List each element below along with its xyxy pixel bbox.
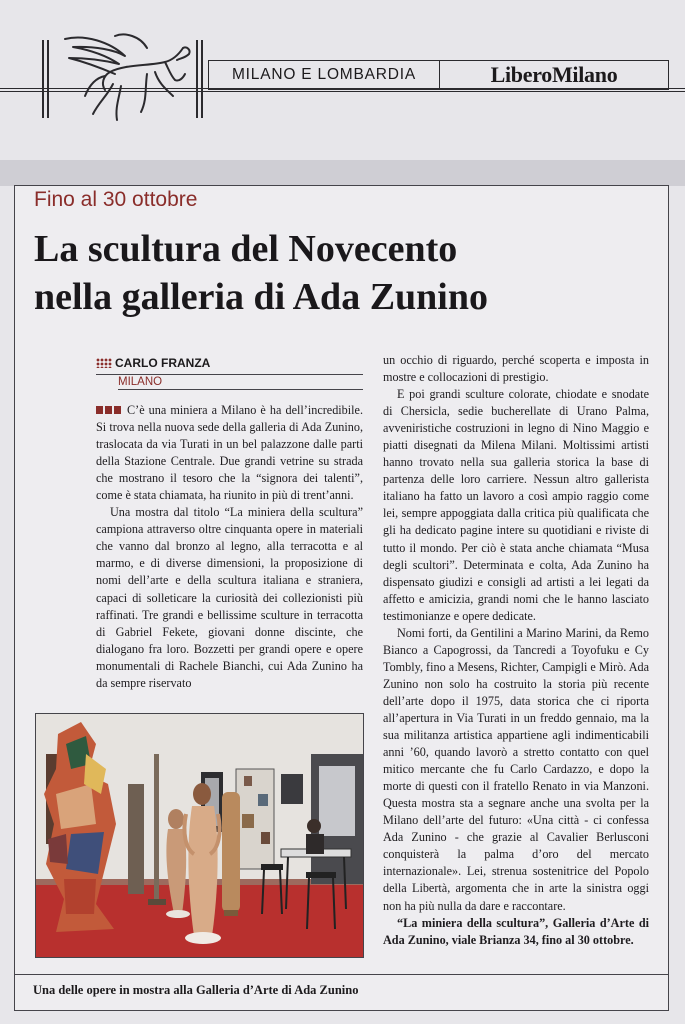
- byline: [96, 354, 363, 390]
- paragraph: [96, 402, 363, 504]
- title-line-2: nella galleria di Ada Zunino: [34, 276, 488, 318]
- byline-rule: [118, 389, 363, 390]
- caption-rule: [14, 974, 669, 975]
- exhibition-credit: “La miniera della scultura”, Galleria d’Arte di Ada Zunino, viale Brianza 34, fino al 30 ottobre.: [383, 915, 649, 947]
- brand-name: [440, 60, 669, 90]
- article-column-2: [383, 352, 649, 949]
- pegasus-logo-icon: [55, 14, 195, 124]
- paragraph-text: C’è una miniera a Milano è ha dell’incredibile. Si trova nella nuova sede della galleria di Ada Zunino, traslocata da via Turati in un bel palazzone dalle parti della Stazione Centrale. Due grandi vetrine su strada che mostrano il tesoro che la “signora dei talenti”, come è stata chiamata, ha riunito in più di trent’anni.: [96, 403, 363, 503]
- dateline-city: MILANO: [118, 376, 163, 388]
- masthead-divider: [42, 40, 44, 118]
- article-title: [34, 225, 654, 321]
- paragraph: un occhio di riguardo, perché scoperta e imposta in mostre e collocazioni di prestigio.: [383, 353, 649, 385]
- top-band: [0, 160, 685, 186]
- brand-rest: iberoMilano: [504, 62, 618, 87]
- gallery-photo: [35, 713, 364, 958]
- paragraph: Nomi forti, da Gentilini a Marino Marini, da Remo Bianco a Capogrossi, da Tancredi a Toyofuku e Cy Tombly, fino a Mesens, Richter, Campigli e Mirò. Ada Zunino non solo ha costruito la storia più recente dell’arte dopo il 1975, data storica che ci riporta all’apertura in Via Turati in un freddo gennaio, ma la sua militanza artistica appartiene agli indimenticabili anni ’60, quando lavorò a stretto contatto con quel mitico mercante che fu Carlo Cardazzo, e dopo la morte di questi con il fratello Renato in via Manzoni. Questa mostra sta a segnare anche una svolta per la Milano dell’arte del futuro: «Una città - ci confessa Ada Zunino - che grazie al Cavalier Berlusconi conquisterà la palma d’oro del mercato internazionale». Lei, strenua sostenitrice del Popolo della Libertà, argomenta che in arte la sinistra oggi non ha più nulla da dare e raccontare.: [383, 625, 649, 913]
- article-column-1: [96, 402, 363, 692]
- author-name: CARLO FRANZA: [115, 356, 211, 370]
- dots-marker-icon: [96, 358, 112, 368]
- masthead-divider: [201, 40, 203, 118]
- title-line-1: La scultura del Novecento: [34, 228, 458, 270]
- paragraph: E poi grandi sculture colorate, chiodate e snodate di Chersicla, sedie bucherellate di Urano Palma, avveniristiche costruzioni in legno di Nino Maggio e piatti disegnati da Milena Milani. Moltissimi artisti hanno trovato nella sua galleria storica la base di partenza delle loro carriere. Nessun altro gallerista italiano ha fatto un lavoro a così ampio raggio come lei, sempre appoggiata dalla critica più qualificata che gli ha dedicato pagine intere su quotidiani e riviste di tutto il mondo. Per ciò è stata anche chiamata “Musa degli scultori”. Determinata e colta, Ada Zunino ha dispensato giudizi e consigli ad artisti a lei legati da affetto e amicizia, grandi nomi che le hanno lasciato testimonianze e opere dedicate.: [383, 387, 649, 623]
- article-kicker: Fino al 30 ottobre: [34, 188, 198, 211]
- masthead: [0, 0, 685, 140]
- section-label: MILANO E LOMBARDIA: [208, 60, 440, 90]
- masthead-divider: [47, 40, 49, 118]
- squares-marker-icon: [96, 406, 122, 414]
- photo-caption: Una delle opere in mostra alla Galleria d’Arte di Ada Zunino: [33, 983, 359, 997]
- paragraph: Una mostra dal titolo “La miniera della scultura” campiona attraverso oltre cinquanta opere in materiali che vanno dal bronzo al legno, alla terracotta e al marmo, e di diverse dimensioni, la proposizione di nomi dell’arte e della scultura italiana e straniera, capaci di solleticare la curiosità dei collezionisti più raffinati. Tre grandi e bellissime sculture in terracotta di Gabriel Fekete, giovani donne discinte, che dialogano fra loro. Bozzetti per grandi opere e opere monumentali di Rachele Bianchi, cui Ada Zunino ha da sempre riservato: [96, 505, 363, 690]
- brand-initial: L: [490, 62, 505, 87]
- masthead-divider: [196, 40, 198, 118]
